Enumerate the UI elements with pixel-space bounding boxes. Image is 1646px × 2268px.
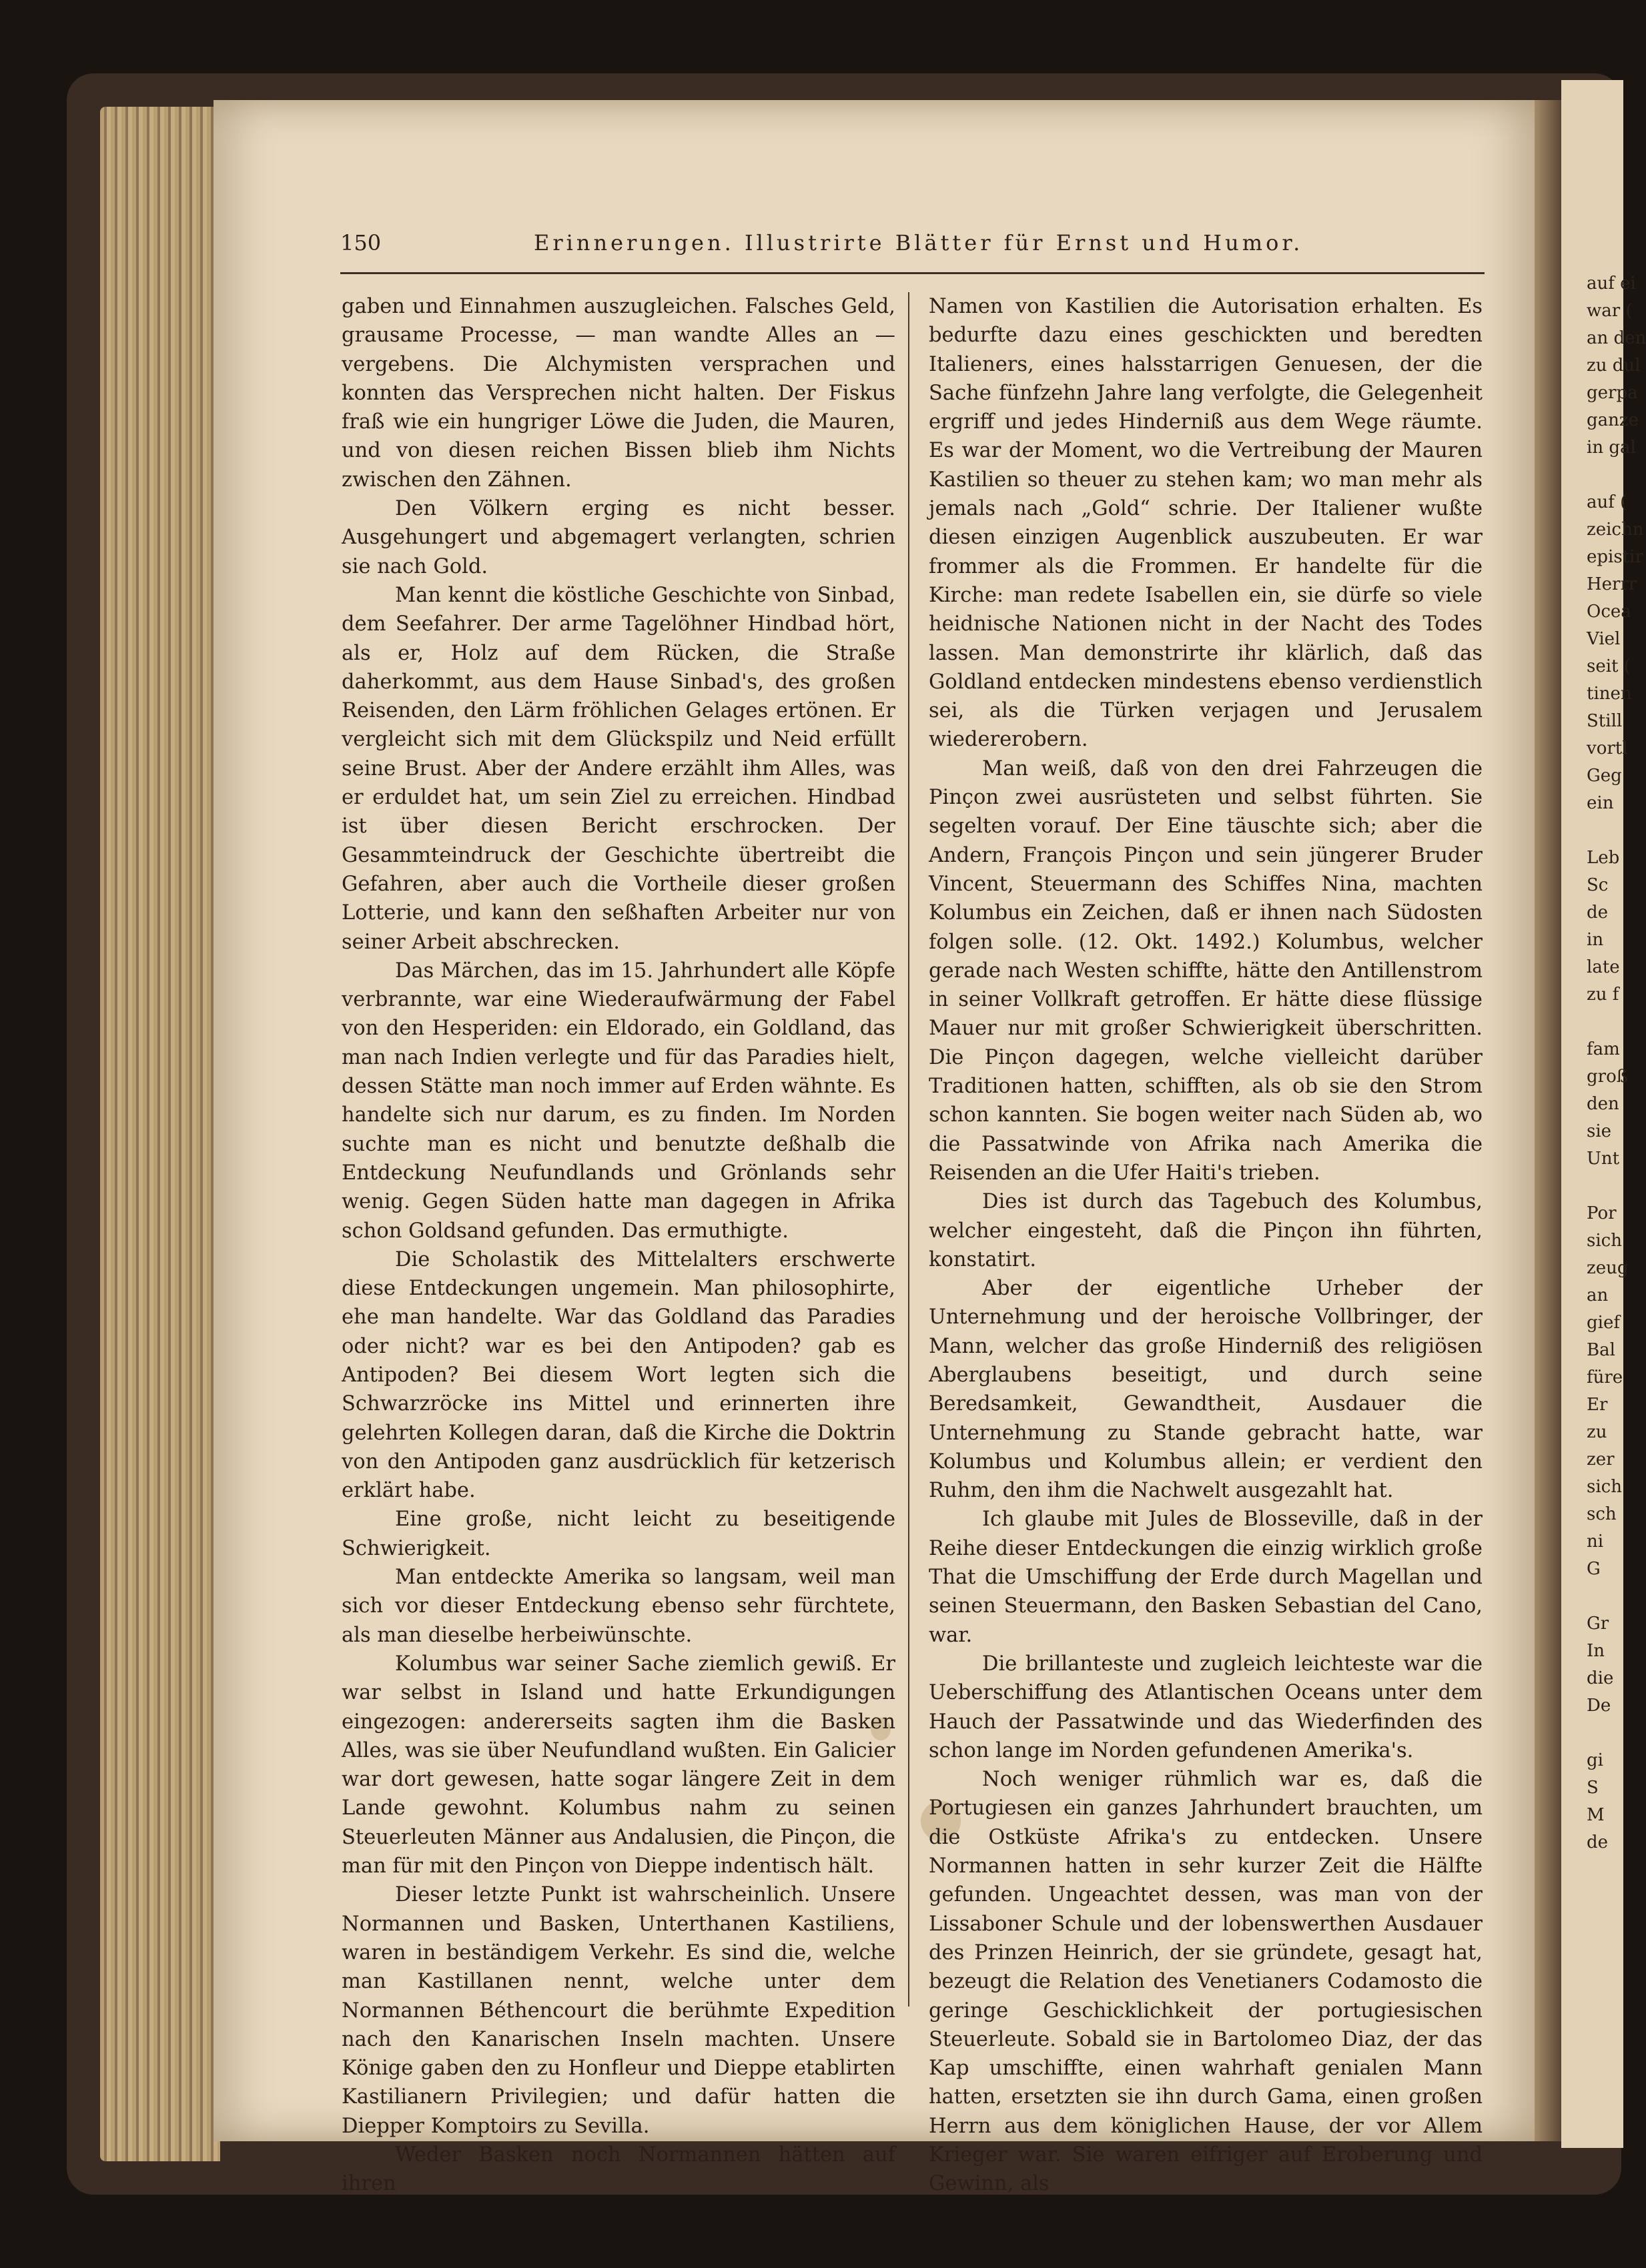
paragraph: Noch weniger rühmlich war es, daß die Portugiesen ein ganzes Jahrhundert brauchten, um die Ostküste Afrika's zu entdecken. Unsere Normannen hatten in sehr kurzer Zeit die Hälfte gefunden. Ungeachtet dessen, was man von der Lissaboner Schule und der lobenswerthen Ausdauer des Prinzen Heinrich, der sie gründete, gesagt hat, bezeugt die Relation des Venetianers Codamosto die geringe Geschicklichkeit der portugiesischen Steuerleute. Sobald sie in Bartolomeo Diaz, der das Kap umschiffte, einen wahrhaft genialen Mann hatten, ersetzten sie ihn durch Gama, einen großen Herrn aus dem königlichen Hause, der vor Allem Krieger war. Sie waren eifriger auf Eroberung und Gewinn, als <box>929 1768 1483 2196</box>
next-page-fragment: G <box>1587 1559 1601 1579</box>
paragraph: Dies ist durch das Tagebuch des Kolumbus, welcher eingesteht, daß die Pinçon ihn führten, konstatirt. <box>929 1190 1483 1271</box>
next-page-fragment: Gr <box>1587 1614 1609 1634</box>
next-page-fragment: Still <box>1587 711 1623 731</box>
running-title: Erinnerungen. Illustrirte Blätter für Ernst und Humor. <box>534 230 1304 255</box>
next-page-fragment: Sc <box>1587 875 1609 895</box>
paragraph: Weder Basken noch Normannen hätten auf ihren <box>342 2143 895 2196</box>
paragraph: Man entdeckte Amerika so langsam, weil man sich vor dieser Entdeckung ebenso sehr fürchtete, als man dieselbe herbeiwünschte. <box>342 1566 895 1647</box>
next-page-fragment: auf ( <box>1587 492 1627 512</box>
next-page-fragment: gief <box>1587 1313 1620 1333</box>
next-page-fragment: zeichn <box>1587 520 1644 540</box>
next-page-fragment: fam <box>1587 1039 1620 1059</box>
paragraph: Die brillanteste und zugleich leichteste war die Ueberschiffung des Atlantischen Oceans unter dem Hauch der Passatwinde und das Wiederfinden des schon lange im Norden gefundenen Amerika's. <box>929 1652 1483 1762</box>
next-page-fragment: Ocea <box>1587 602 1631 622</box>
column-divider <box>908 292 909 2007</box>
next-page-fragment: groß <box>1587 1067 1629 1087</box>
paragraph: Das Märchen, das im 15. Jahrhundert alle Köpfe verbrannte, war eine Wiederaufwärmung der Fabel von den Hesperiden: ein Eldorado, ein Goldland, das man nach Indien verlegte und für das Paradies hielt, dessen Stätte man noch immer auf Erden wähnte. Es handelte sich nur darum, es zu finden. Im Norden suchte man es nicht und benutzte deßhalb die Entdeckung Neufundlands und Grönlands sehr wenig. Gegen Süden hatte man dagegen in Afrika schon Goldsand gefunden. Das ermuthigte. <box>342 959 895 1243</box>
page-header <box>340 230 1485 263</box>
next-page-fragment <box>1561 1720 1623 1747</box>
next-page-fragment: Leb <box>1587 848 1620 868</box>
header-rule <box>340 272 1485 274</box>
next-page-fragment: an den <box>1587 328 1646 348</box>
next-page-fragment: ein <box>1587 793 1614 813</box>
next-page-fragment: epistir <box>1587 547 1643 567</box>
next-page-fragment: In <box>1587 1641 1605 1661</box>
next-page-fragment: Er <box>1587 1395 1608 1415</box>
next-page-fragment <box>1561 817 1623 844</box>
next-page-fragment: sch <box>1587 1504 1617 1524</box>
next-page-fragment: gi <box>1587 1750 1603 1770</box>
paragraph: Man weiß, daß von den drei Fahrzeugen die Pinçon zwei ausrüsteten und selbst führten. Sie segelten vorauf. Der Eine täuschte sich; aber die Andern, François Pinçon und sein jüngerer Bruder Vincent, Steuermann des Schiffes Nina, machten Kolumbus ein Zeichen, daß er ihnen nach Südosten folgen solle. (12. Okt. 1492.) Kolumbus, welcher gerade nach Westen schiffte, hätte den Antillenstrom in seiner Vollkraft getroffen. Er hätte diese flüssige Mauer nur mit großer Schwierigkeit überschritten. Die Pinçon dagegen, welche vielleicht darüber Traditionen hatten, schifften, als ob sie den Strom schon kannten. Sie bogen weiter nach Süden ab, wo die Passatwinde von Afrika nach Amerika die Reisenden an die Ufer Haiti's trieben. <box>929 756 1483 1185</box>
next-page-fragment: die <box>1587 1668 1614 1688</box>
next-page-fragment: Herrr <box>1587 574 1637 594</box>
next-page-fragment: war ( <box>1587 301 1633 321</box>
next-page-fragment: S <box>1587 1778 1599 1798</box>
paragraph: Aber der eigentliche Urheber der Unternehmung und der heroische Vollbringer, der Mann, welcher das große Hinderniß des religiösen Aberglaubens beseitigt, und durch seine Beredsamkeit, Gewandtheit, Ausdauer die Unternehmung zu Stande gebracht hatte, war Kolumbus und Kolumbus allein; er verdient den Ruhm, den ihm die Nachwelt ausgezahlt hat. <box>929 1277 1483 1503</box>
next-page-fragment: Viel <box>1587 629 1621 649</box>
next-page-fragment: an <box>1587 1285 1609 1305</box>
paragraph: Kolumbus war seiner Sache ziemlich gewiß. Er war selbst in Island und hatte Erkundigungen eingezogen: andererseits sagten ihm die Basken Alles, was sie über Neufundland wußten. Ein Galicier war dort gewesen, hatte sogar längere Zeit in dem Lande gewohnt. Kolumbus nahm zu seinen Steuerleuten Männer aus Andalusien, die Pinçon, die man für mit den Pinçon von Dieppe indentisch hält. <box>342 1652 895 1878</box>
next-page-fragment: in <box>1587 930 1604 950</box>
next-page-fragment: de <box>1587 903 1609 923</box>
paragraph: Die Scholastik des Mittelalters erschwerte diese Entdeckungen ungemein. Man philosophirte, ehe man handelte. War das Goldland das Paradies oder nicht? war es bei den Antipoden? gab es Antipoden? Bei diesem Wort legten sich die Schwarzröcke ins Mittel und erinnerten ihre gelehrten Kollegen daran, daß die Kirche die Doktrin von den Antipoden ganz ausdrücklich für ketzerisch erklärt habe. <box>342 1247 895 1503</box>
next-page-fragment: ni <box>1587 1532 1604 1552</box>
next-page-fragment: vortl <box>1587 738 1628 758</box>
next-page-fragment: zu f <box>1587 985 1619 1005</box>
next-page-fragment: late <box>1587 957 1620 977</box>
next-page-fragment <box>1561 1173 1623 1200</box>
next-page-fragment: füre <box>1587 1367 1623 1387</box>
paragraph: Man kennt die köstliche Geschichte von Sinbad, dem Seefahrer. Der arme Tagelöhner Hindbad hört, als er, Holz auf dem Rücken, die Straße daherkommt, aus dem Hause Sinbad's, des großen Reisenden, den Lärm fröhlichen Gelages ertönen. Er vergleicht sich mit dem Glückspilz und Neid erfüllt seine Brust. Aber der Andere erzählt ihm Alles, was er erduldet hat, um sein Ziel zu erreichen. Hindbad ist über diesen Bericht erschrocken. Der Gesammteindruck der Geschichte übertreibt die Gefahren, aber auch die Vortheile dieser großen Lotterie, und kann den seßhaften Arbeiter nur von seiner Arbeit abschrecken. <box>342 583 895 954</box>
next-page-fragment: de <box>1587 1832 1609 1852</box>
next-page-fragment: zu <box>1587 1422 1607 1442</box>
paragraph: Namen von Kastilien die Autorisation erhalten. Es bedurfte dazu eines geschickten und beredten Italieners, eines halsstarrigen Genuesen, der die Sache fünfzehn Jahre lang verfolgte, die Gelegenheit ergriff und jedes Hinderniß aus dem Wege räumte. Es war der Moment, wo die Vertreibung der Mauren Kastilien so theuer zu stehen kam; wo man mehr als jemals nach „Gold“ schrie. Der Italiener wußte diesen einzigen Augenblick auszubeuten. Er war frommer als die Frommen. Er handelte für die Kirche: man redete Isabellen ein, sie dürfe so viele heidnische Nationen nicht in der Nacht des Todes lassen. Man demonstrirte ihr klärlich, daß das Goldland entdecken mindestens ebenso verdienstlich sei, als die Türken verjagen und Jerusalem wiedererobern. <box>929 295 1483 752</box>
next-page-fragment: gerpa <box>1587 383 1638 403</box>
next-page-fragment: M <box>1587 1805 1605 1825</box>
paragraph: Dieser letzte Punkt ist wahrscheinlich. Unsere Normannen und Basken, Unterthanen Kastiliens, waren in beständigem Verkehr. Es sind die, welche man Kastillanen nennt, welche unter dem Normannen Béthencourt die berühmte Expedition nach den Kanarischen Inseln machten. Unsere Könige gaben den zu Honfleur und Dieppe etablirten Kastilianern Privilegien; und dafür hatten die Diepper Komptoirs zu Sevilla. <box>342 1883 895 2138</box>
next-page-fragment: zer <box>1587 1450 1615 1470</box>
next-page-fragment: ganze <box>1587 410 1639 430</box>
paragraph: gaben und Einnahmen auszugleichen. Falsches Geld, grausame Processe, — man wandte Alles an — vergebens. Die Alchymisten versprachen und konnten das Versprechen nicht halten. Der Fiskus fraß wie ein hungriger Löwe die Juden, die Mauren, und von diesen reichen Bissen blieb ihm Nichts zwischen den Zähnen. <box>342 295 895 492</box>
next-page-edge <box>1561 80 1646 2148</box>
next-page-fragment <box>1561 462 1623 489</box>
book-gutter <box>1535 100 1561 2141</box>
next-page-fragment: Por <box>1587 1203 1617 1223</box>
next-page-fragment: Bal <box>1587 1340 1615 1360</box>
next-page-fragment: Unt <box>1587 1149 1620 1169</box>
next-page-fragment: in gal <box>1587 438 1636 458</box>
page-number: 150 <box>340 230 382 255</box>
next-page-fragment: den <box>1587 1094 1619 1114</box>
next-page-fragment: sie <box>1587 1121 1612 1141</box>
left-column <box>342 292 895 2196</box>
next-page-fragment: zu dul <box>1587 356 1641 376</box>
next-page-fragment: Geg <box>1587 766 1622 786</box>
page-block-edge <box>100 107 220 2161</box>
next-page-fragment: sich <box>1587 1231 1622 1251</box>
right-column <box>929 292 1483 2196</box>
next-page-fragment <box>1561 1583 1623 1610</box>
paragraph: Eine große, nicht leicht zu beseitigende Schwierigkeit. <box>342 1508 895 1560</box>
next-page-fragment: auf ei <box>1587 273 1636 294</box>
next-page-fragment: sich <box>1587 1477 1622 1497</box>
paragraph: Ich glaube mit Jules de Blosseville, daß in der Reihe dieser Entdeckungen die einzig wirklich große That die Umschiffung der Erde durch Magellan und seinen Steuermann, den Basken Sebastian del Cano, war. <box>929 1508 1483 1647</box>
next-page-fragment <box>1561 1009 1623 1036</box>
next-page-fragment: seit ( <box>1587 656 1631 676</box>
paragraph: Den Völkern erging es nicht besser. Ausgehungert und abgemagert verlangten, schrien sie nach Gold. <box>342 497 895 578</box>
next-page-fragment: tinen <box>1587 684 1632 704</box>
next-page-fragment: De <box>1587 1696 1611 1716</box>
next-page-fragment: zeug <box>1587 1258 1629 1278</box>
